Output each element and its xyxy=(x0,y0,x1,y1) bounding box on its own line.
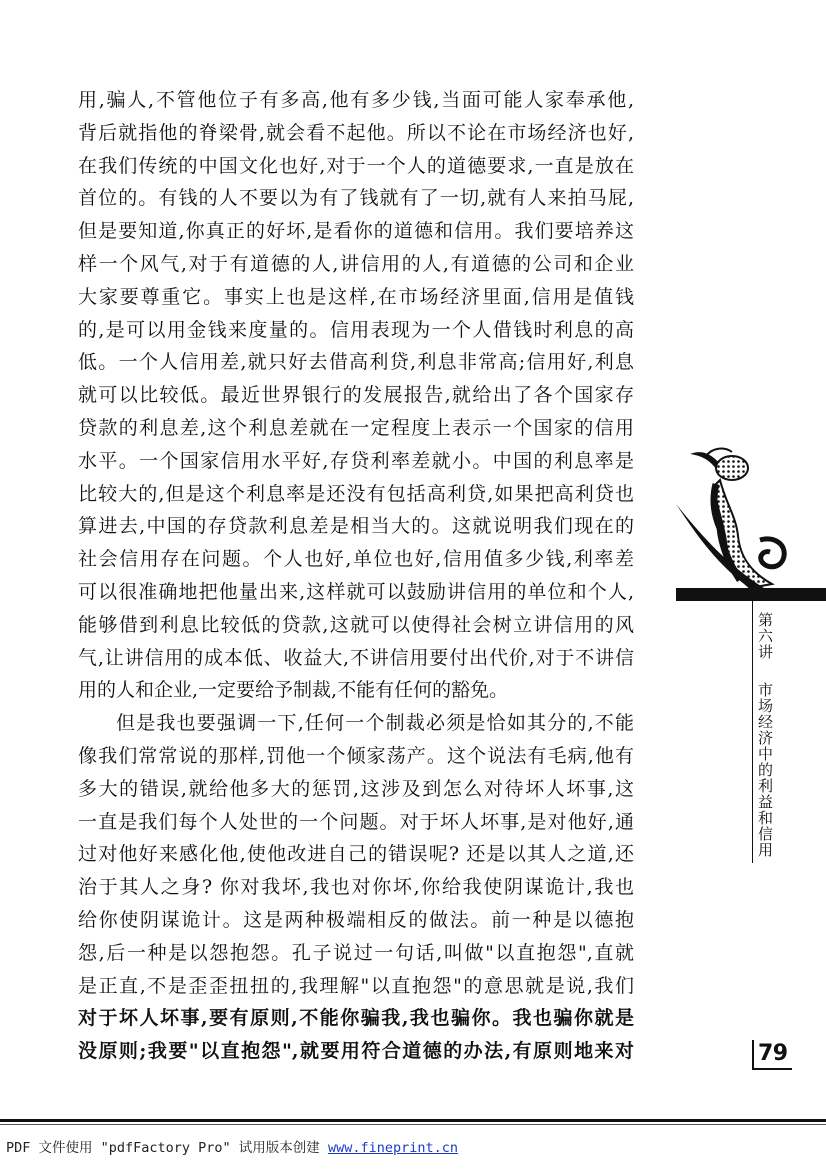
text-line: 多大的错误,就给他多大的惩罚,这涉及到怎么对待坏人坏事,这 xyxy=(78,777,634,800)
text-line: 比较大的,但是这个利息率是还没有包括高利贷,如果把高利贷也 xyxy=(78,482,634,505)
page-number-underline xyxy=(752,1068,792,1070)
footer-link[interactable]: www.fineprint.cn xyxy=(327,1140,458,1156)
text-line: 样一个风气,对于有道德的人,讲信用的人,有道德的公司和企业 xyxy=(78,252,634,275)
text-line: 低。一个人信用差,就只好去借高利贷,利息非常高;信用好,利息 xyxy=(78,351,634,374)
text-line: 像我们常常说的那样,罚他一个倾家荡产。这个说法有毛病,他有 xyxy=(78,744,634,767)
text-line: 用的人和企业,一定要给予制裁,不能有任何的豁免。 xyxy=(78,679,509,702)
chapter-title: 市场经济中的利益和信用 xyxy=(756,682,774,858)
text-line: 就可以比较低。最近世界银行的发展报告,就给出了各个国家存 xyxy=(78,384,634,407)
text-line: 气,让讲信用的成本低、收益大,不讲信用要付出代价,对于不讲信 xyxy=(78,646,634,669)
page-number-rule xyxy=(752,1040,754,1070)
chapter-label: 第六讲 xyxy=(756,612,774,660)
text-line: 背后就指他的脊梁骨,就会看不起他。所以不论在市场经济也好, xyxy=(78,121,634,144)
footer-note xyxy=(6,1136,458,1156)
text-line: 过对他好来感化他,使他改进自己的错误呢? 还是以其人之道,还 xyxy=(78,843,634,866)
text-line: 怨,后一种是以怨抱怨。孔子说过一句话,叫做"以直抱怨",直就 xyxy=(78,941,634,964)
text-line: 首位的。有钱的人不要以为有了钱就有了一切,就有人来拍马屁, xyxy=(78,187,634,210)
text-line: 贷款的利息差,这个利息差就在一定程度上表示一个国家的信用 xyxy=(78,416,634,439)
text-line: 没原则;我要"以直抱怨",就要用符合道德的办法,有原则地来对 xyxy=(78,1040,634,1063)
text-line: 社会信用存在问题。个人也好,单位也好,信用值多少钱,利率差 xyxy=(78,548,634,571)
text-line: 给你使阴谋诡计。这是两种极端相反的做法。前一种是以德抱 xyxy=(78,908,634,931)
text-line: 一直是我们每个人处世的一个问题。对于坏人坏事,是对他好,通 xyxy=(78,810,634,833)
footer-rule-thin xyxy=(0,1124,826,1125)
text-line: 水平。一个国家信用水平好,存贷利率差就小。中国的利息率是 xyxy=(78,449,634,472)
footer-rule xyxy=(0,1119,826,1122)
text-line: 但是我也要强调一下,任何一个制裁必须是恰如其分的,不能 xyxy=(116,712,634,735)
page-number: 79 xyxy=(758,1041,788,1066)
text-line: 对于坏人坏事,要有原则,不能你骗我,我也骗你。我也骗你就是 xyxy=(78,1007,634,1030)
body-text xyxy=(78,84,634,1068)
text-line: 算进去,中国的存贷款利息差是相当大的。这就说明我们现在的 xyxy=(78,515,634,538)
text-line: 能够借到利息比较低的贷款,这就可以使得社会树立讲信用的风 xyxy=(78,613,634,636)
text-line: 治于其人之身? 你对我坏,我也对你坏,你给我使阴谋诡计,我也 xyxy=(78,876,634,899)
text-line: 是正直,不是歪歪扭扭的,我理解"以直抱怨"的意思就是说,我们 xyxy=(78,974,634,997)
margin-bar xyxy=(676,588,826,601)
text-line: 在我们传统的中国文化也好,对于一个人的道德要求,一直是放在 xyxy=(78,154,634,177)
text-line: 用,骗人,不管他位子有多高,他有多少钱,当面可能人家奉承他, xyxy=(78,89,634,111)
footer-text: PDF 文件使用 "pdfFactory Pro" 试用版本创建 xyxy=(6,1140,328,1156)
text-line: 大家要尊重它。事实上也是这样,在市场经济里面,信用是值钱 xyxy=(78,285,634,308)
bird-ornament-icon xyxy=(676,444,826,600)
text-line: 但是要知道,你真正的好坏,是看你的道德和信用。我们要培养这 xyxy=(78,220,634,243)
text-line: 可以很准确地把他量出来,这样就可以鼓励讲信用的单位和个人, xyxy=(78,580,634,603)
text-line: 的,是可以用金钱来度量的。信用表现为一个人借钱时利息的高 xyxy=(78,318,634,341)
